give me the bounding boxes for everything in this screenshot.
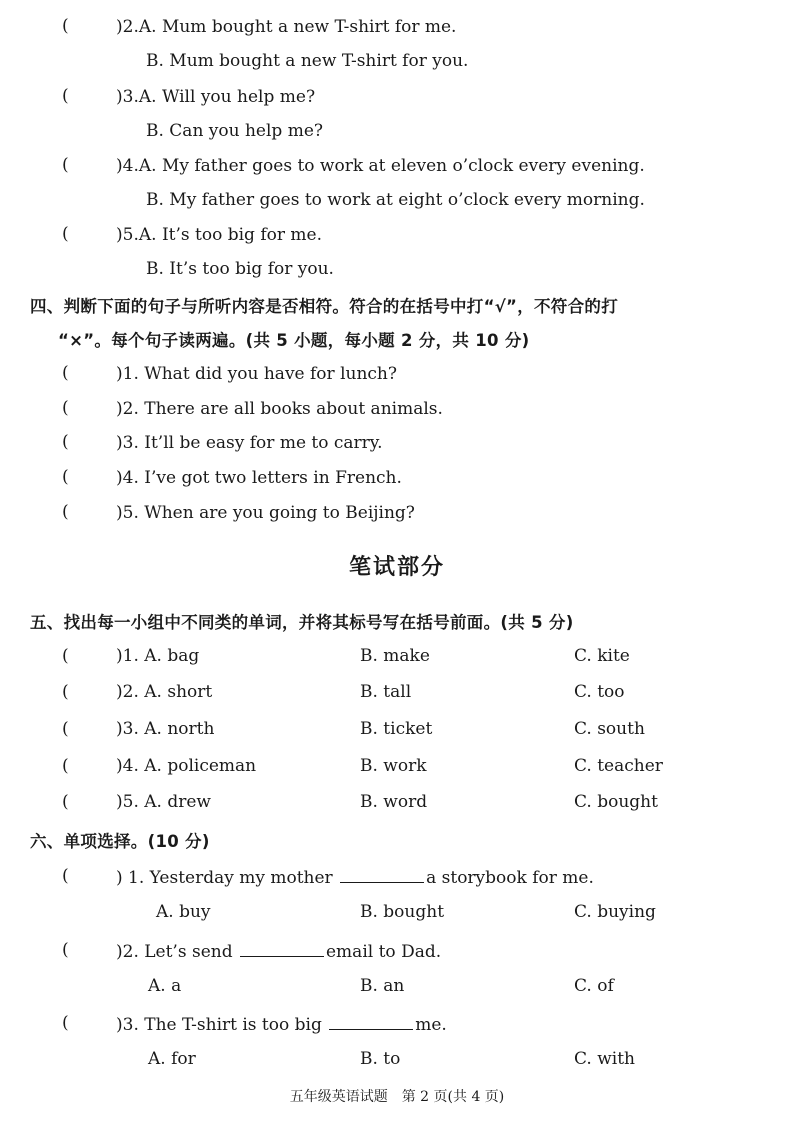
word-option-a: )1. A. bag	[116, 646, 200, 666]
section-5-title: 五、找出每一小组中不同类的单词，并将其标号写在括号前面。(共 5 分)	[30, 613, 574, 632]
question-option-a: )5.A. It’s too big for me.	[116, 225, 322, 245]
choice-option-c: C. buying	[574, 902, 656, 922]
answer-paren: (	[62, 16, 69, 36]
answer-paren: (	[62, 467, 69, 487]
choice-option-a: A. a	[148, 976, 182, 996]
judge-item: )5. When are you going to Beijing?	[116, 503, 415, 523]
word-option-a: )4. A. policeman	[116, 756, 257, 776]
answer-paren: (	[62, 432, 69, 452]
answer-blank	[329, 1013, 413, 1030]
answer-paren: (	[62, 155, 69, 175]
question-option-b: B. My father goes to work at eight o’clock every morning.	[146, 190, 645, 210]
choice-question: )3. The T-shirt is too big me.	[116, 1015, 447, 1035]
answer-paren: (	[62, 792, 69, 812]
section-4-title-line2: “×”。每个句子读两遍。(共 5 小题，每小题 2 分，共 10 分)	[58, 331, 530, 350]
question-option-b: B. Can you help me?	[146, 121, 324, 141]
word-option-c: C. south	[574, 719, 645, 739]
judge-item: )1. What did you have for lunch?	[116, 364, 397, 384]
section-6-title: 六、单项选择。(10 分)	[30, 832, 210, 851]
judge-item: )4. I’ve got two letters in French.	[116, 468, 402, 488]
answer-paren: (	[62, 866, 69, 886]
choice-option-b: B. an	[360, 976, 405, 996]
judge-item: )3. It’ll be easy for me to carry.	[116, 433, 383, 453]
answer-paren: (	[62, 363, 69, 383]
answer-paren: (	[62, 756, 69, 776]
word-option-b: B. tall	[360, 682, 412, 702]
word-option-c: C. bought	[574, 792, 658, 812]
word-option-c: C. too	[574, 682, 625, 702]
choice-option-a: A. for	[148, 1049, 196, 1069]
answer-paren: (	[62, 398, 69, 418]
choice-option-c: C. of	[574, 976, 614, 996]
section-4-title-line1: 四、判断下面的句子与所听内容是否相符。符合的在括号中打“√”，不符合的打	[30, 297, 618, 316]
judge-item: )2. There are all books about animals.	[116, 399, 443, 419]
answer-paren: (	[62, 86, 69, 106]
choice-option-a: A. buy	[156, 902, 211, 922]
question-option-b: B. It’s too big for you.	[146, 259, 334, 279]
word-option-b: B. word	[360, 792, 428, 812]
choice-option-b: B. to	[360, 1049, 401, 1069]
question-option-a: )4.A. My father goes to work at eleven o’clock every evening.	[116, 156, 645, 176]
answer-paren: (	[62, 682, 69, 702]
answer-paren: (	[62, 1013, 69, 1033]
answer-paren: (	[62, 940, 69, 960]
answer-paren: (	[62, 224, 69, 244]
answer-paren: (	[62, 719, 69, 739]
word-option-b: B. make	[360, 646, 430, 666]
page-footer: 五年级英语试题 第 2 页(共 4 页)	[289, 1089, 505, 1105]
answer-paren: (	[62, 502, 69, 522]
question-option-b: B. Mum bought a new T-shirt for you.	[146, 51, 469, 71]
word-option-a: )3. A. north	[116, 719, 215, 739]
choice-option-c: C. with	[574, 1049, 635, 1069]
choice-question: ) 1. Yesterday my mother a storybook for me.	[116, 868, 594, 888]
word-option-c: C. kite	[574, 646, 630, 666]
answer-paren: (	[62, 646, 69, 666]
word-option-b: B. ticket	[360, 719, 433, 739]
written-part-title: 笔试部分	[348, 555, 445, 580]
question-option-a: )2.A. Mum bought a new T-shirt for me.	[116, 17, 457, 37]
word-option-a: )2. A. short	[116, 682, 213, 702]
answer-blank	[340, 866, 424, 883]
word-option-b: B. work	[360, 756, 427, 776]
choice-question: )2. Let’s send email to Dad.	[116, 942, 442, 962]
question-option-a: )3.A. Will you help me?	[116, 87, 316, 107]
choice-option-b: B. bought	[360, 902, 445, 922]
word-option-a: )5. A. drew	[116, 792, 211, 812]
answer-blank	[240, 940, 324, 957]
word-option-c: C. teacher	[574, 756, 663, 776]
